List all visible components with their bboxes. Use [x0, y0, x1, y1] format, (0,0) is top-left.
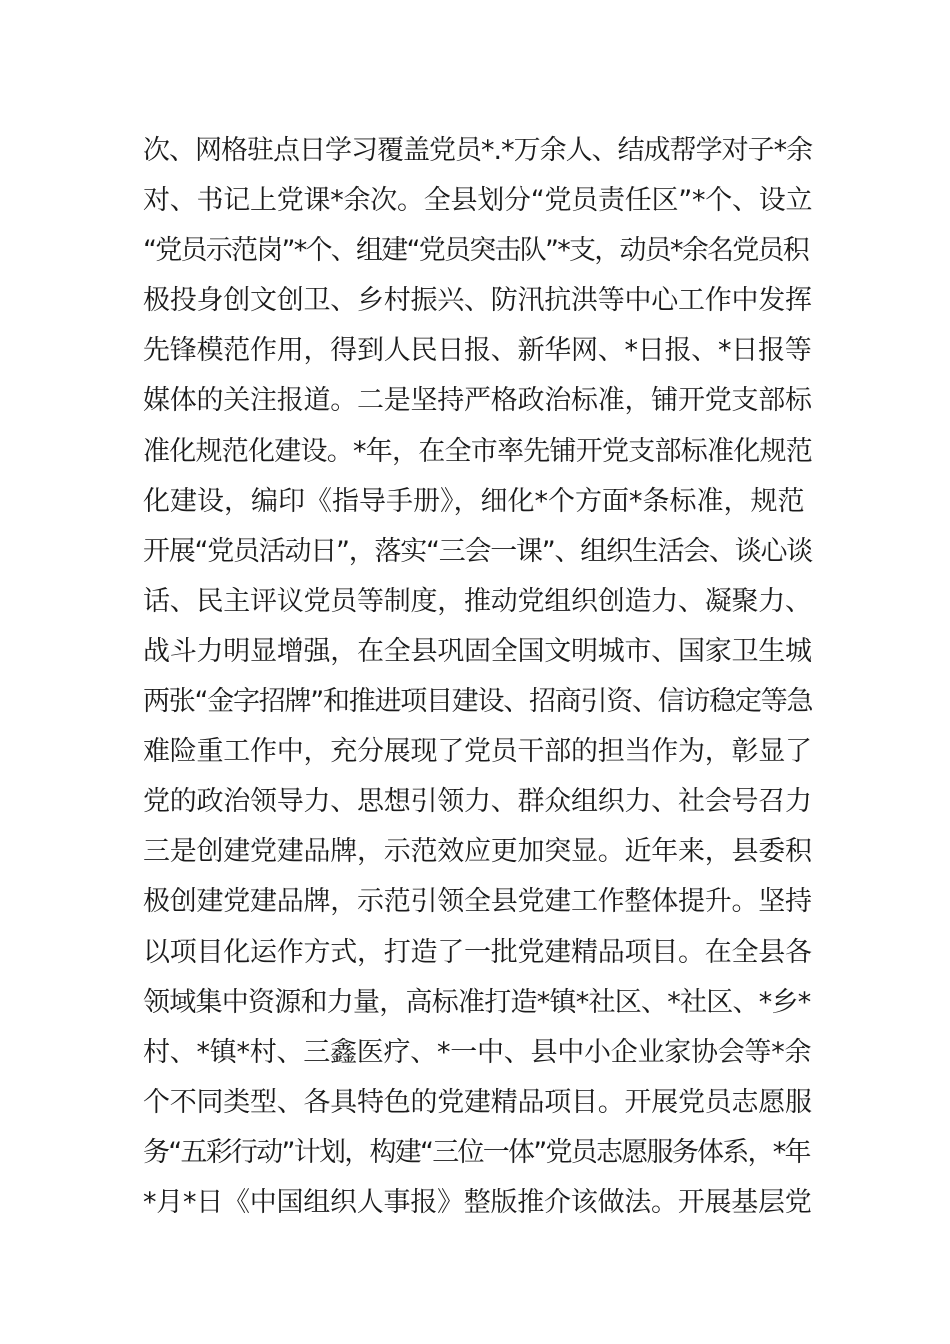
text-line: 两张“金字招牌”和推进项目建设、招商引资、信访稳定等急 [143, 686, 813, 718]
text-line: 话、民主评议党员等制度，推动党组织创造力、凝聚力、 [143, 585, 812, 617]
text-line: 村、*镇*村、三鑫医疗、*一中、县中小企业家协会等*余 [143, 1036, 812, 1068]
text-line: 开展“党员活动日”，落实“三会一课”、组织生活会、谈心谈 [143, 535, 812, 567]
text-line: *月*日《中国组织人事报》整版推介该做法。开展基层党 [143, 1186, 812, 1218]
text-line: 准化规范化建设。*年，在全市率先铺开党支部标准化规范 [143, 435, 812, 467]
text-line: 极投身创文创卫、乡村振兴、防汛抗洪等中心工作中发挥 [143, 285, 812, 317]
text-line: 战斗力明显增强，在全县巩固全国文明城市、国家卫生城 [143, 635, 812, 667]
text-line: 次、网格驻点日学习覆盖党员*.*万余人、结成帮学对子*余 [143, 135, 813, 166]
text-line: 难险重工作中，充分展现了党员干部的担当作为，彰显了 [143, 736, 812, 768]
text-line: 领域集中资源和力量，高标准打造*镇*社区、*社区、*乡* [143, 986, 811, 1018]
text-line: 媒体的关注报道。二是坚持严格政治标准，铺开党支部标 [143, 385, 812, 417]
text-line: 极创建党建品牌，示范引领全县党建工作整体提升。坚持 [143, 886, 812, 918]
text-line: 对、书记上党课*余次。全县划分“党员责任区”*个、设立 [143, 185, 813, 217]
text-line: 个不同类型、各具特色的党建精品项目。开展党员志愿服 [143, 1086, 812, 1118]
text-line: 以项目化运作方式，打造了一批党建精品项目。在全县各 [143, 936, 812, 968]
text-line: 先锋模范作用，得到人民日报、新华网、*日报、*日报等 [143, 335, 812, 367]
body-text [143, 126, 813, 1228]
text-line: “党员示范岗”*个、组建“党员突击队”*支，动员*余名党员积 [143, 235, 808, 267]
text-line: 三是创建党建品牌，示范效应更加突显。近年来，县委积 [143, 836, 812, 868]
text-line: 务“五彩行动”计划，构建“三位一体”党员志愿服务体系，*年 [143, 1136, 810, 1168]
text-line: 党的政治领导力、思想引领力、群众组织力、社会号召力 [143, 786, 812, 818]
text-line: 化建设，编印《指导手册》，细化*个方面*条标准，规范 [143, 485, 805, 517]
